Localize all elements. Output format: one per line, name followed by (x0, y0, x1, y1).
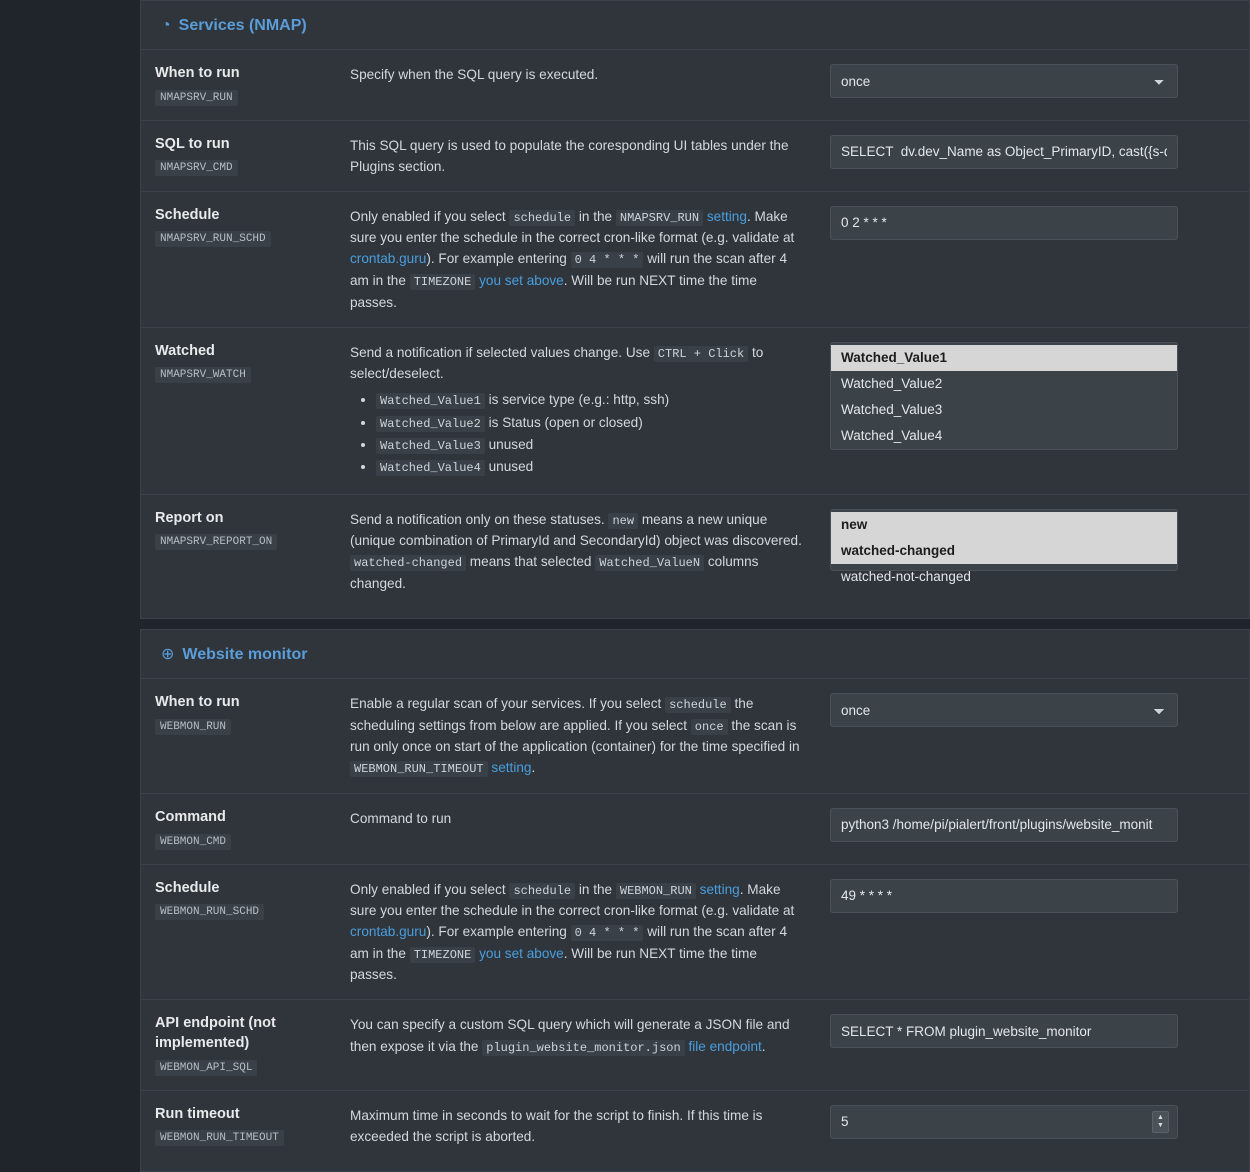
setting-description: This SQL query is used to populate the coresponding UI tables under the Plugins section. (350, 137, 789, 174)
setting-control-col (830, 808, 1178, 842)
setting-key: WEBMON_RUN_SCHD (155, 904, 264, 920)
globe-icon: ⊕ (161, 646, 175, 664)
settings-row (141, 679, 1249, 794)
setting-title: Watched (155, 342, 215, 359)
multiselect-option[interactable]: watched-changed (831, 538, 1177, 564)
setting-number-wrap (830, 1105, 1178, 1139)
setting-title: When to run (155, 65, 240, 81)
setting-key: WEBMON_RUN (155, 719, 231, 735)
setting-description: Only enabled if you select schedule in the NMAPSRV_RUN setting. Make sure you enter the schedule in the correct cron-like format (e.g. validate at crontab.guru). For example entering 0 4 * * * will run the scan after 4 am in the TIMEZONE you set above. Will be run NEXT time the time passes. (350, 208, 795, 310)
multiselect-option[interactable]: Watched_Value2 (841, 375, 943, 391)
setting-description: You can specify a custom SQL query which will generate a JSON file and then expose it via the plugin_website_monitor.json file endpoint. (350, 1017, 790, 1055)
setting-label-col (155, 64, 350, 106)
setting-control-col (830, 509, 1178, 585)
setting-text-input[interactable] (830, 206, 1178, 240)
settings-sections (140, 0, 1250, 1172)
setting-key: NMAPSRV_RUN_SCHD (155, 231, 271, 247)
setting-select[interactable] (830, 693, 1178, 727)
setting-text-input[interactable] (830, 879, 1178, 913)
setting-control-col (830, 879, 1178, 913)
setting-description: Maximum time in seconds to wait for the script to finish. If this time is exceeded the script is aborted. (350, 1107, 763, 1144)
setting-label-col (155, 1105, 350, 1147)
settings-card (140, 629, 1250, 1172)
setting-control-col (830, 1014, 1178, 1048)
settings-page (140, 0, 1250, 1145)
multiselect-option[interactable]: Watched_Value3 (841, 402, 943, 418)
settings-row (141, 50, 1249, 121)
card-header (141, 630, 1249, 679)
setting-title: Command (155, 808, 226, 825)
setting-multiselect[interactable] (830, 509, 1178, 585)
setting-multiselect[interactable] (830, 342, 1178, 450)
card-title: Services (NMAP) (178, 17, 307, 34)
setting-key: NMAPSRV_WATCH (155, 367, 251, 383)
setting-control-col (830, 342, 1178, 450)
setting-text-input[interactable] (830, 808, 1178, 842)
setting-title: When to run (155, 694, 240, 711)
setting-key: NMAPSRV_REPORT_ON (155, 534, 277, 550)
setting-label-col (155, 509, 350, 551)
setting-label-col (155, 1014, 350, 1075)
setting-key: WEBMON_RUN_TIMEOUT (155, 1130, 284, 1146)
settings-card (140, 0, 1250, 619)
setting-control-col (830, 693, 1178, 727)
setting-title: Run timeout (155, 1105, 240, 1122)
settings-row (141, 495, 1249, 608)
setting-text-input[interactable] (830, 1014, 1178, 1048)
settings-row (141, 794, 1249, 865)
setting-title: API endpoint (not implemented) (155, 1015, 276, 1051)
settings-row (141, 121, 1249, 192)
setting-label-col (155, 693, 350, 735)
settings-row (141, 1000, 1249, 1090)
setting-description: Specify when the SQL query is executed. (350, 67, 599, 82)
setting-control-col (830, 135, 1178, 169)
setting-title: SQL to run (155, 135, 230, 152)
setting-description: Command to run (350, 810, 452, 826)
stepper-buttons[interactable]: ▲ ▼ (1152, 1111, 1169, 1133)
setting-description: Only enabled if you select schedule in the WEBMON_RUN setting. Make sure you enter the schedule in the correct cron-like format (e.g. validate at crontab.guru). For example entering 0 4 * * * will run the scan after 4 am in the TIMEZONE you set above. Will be run NEXT time the time passes. (350, 881, 795, 983)
setting-title: Schedule (155, 206, 220, 223)
setting-description: Enable a regular scan of your services. If you select schedule the scheduling settings from below are applied. If you select once the scan is run only once on start of the application (container) for the time specified in WEBMON_RUN_TIMEOUT setting. (350, 696, 800, 777)
setting-label-col (155, 808, 350, 850)
multiselect-option[interactable]: Watched_Value4 (841, 428, 943, 444)
setting-control-col (830, 206, 1178, 240)
setting-key: WEBMON_API_SQL (155, 1060, 257, 1076)
card-title: Website monitor (182, 646, 308, 664)
nmap-icon: ◔ (161, 17, 171, 34)
settings-row (141, 192, 1249, 328)
setting-title: Schedule (155, 879, 220, 896)
setting-label-col (155, 342, 350, 384)
setting-title: Report on (155, 509, 224, 526)
setting-label-col (155, 879, 350, 921)
multiselect-option[interactable]: Watched_Value1 (831, 345, 1177, 371)
multiselect-option[interactable]: new (831, 512, 1177, 538)
setting-control-col (830, 1105, 1178, 1139)
setting-description: Send a notification if selected values change. Use CTRL + Click to select/deselect. • Watched_Value1 is service type (e.g.: http, ssh) • Watched_Value2 is Status (open or closed) • Watched_Value3 unused • Watched_Value4 unused (350, 342, 830, 480)
setting-text-input[interactable] (830, 135, 1178, 169)
setting-label-col (155, 206, 350, 248)
card-header (141, 1, 1249, 50)
setting-key: WEBMON_CMD (155, 834, 231, 850)
setting-key: NMAPSRV_CMD (155, 160, 238, 176)
settings-row (141, 328, 1249, 495)
settings-row (141, 1091, 1249, 1161)
setting-label-col (155, 135, 350, 177)
setting-number-input[interactable] (830, 1105, 1178, 1139)
setting-select[interactable] (830, 64, 1178, 98)
multiselect-option[interactable]: watched-not-changed (841, 569, 971, 585)
settings-row (141, 865, 1249, 1001)
setting-description: Send a notification only on these statuses. new means a new unique (unique combination of PrimaryId and SecondaryId) object was discovered. watched-changed means that selected Watched_ValueN columns changed. (350, 511, 802, 592)
setting-key: NMAPSRV_RUN (155, 90, 238, 106)
setting-control-col (830, 64, 1178, 98)
